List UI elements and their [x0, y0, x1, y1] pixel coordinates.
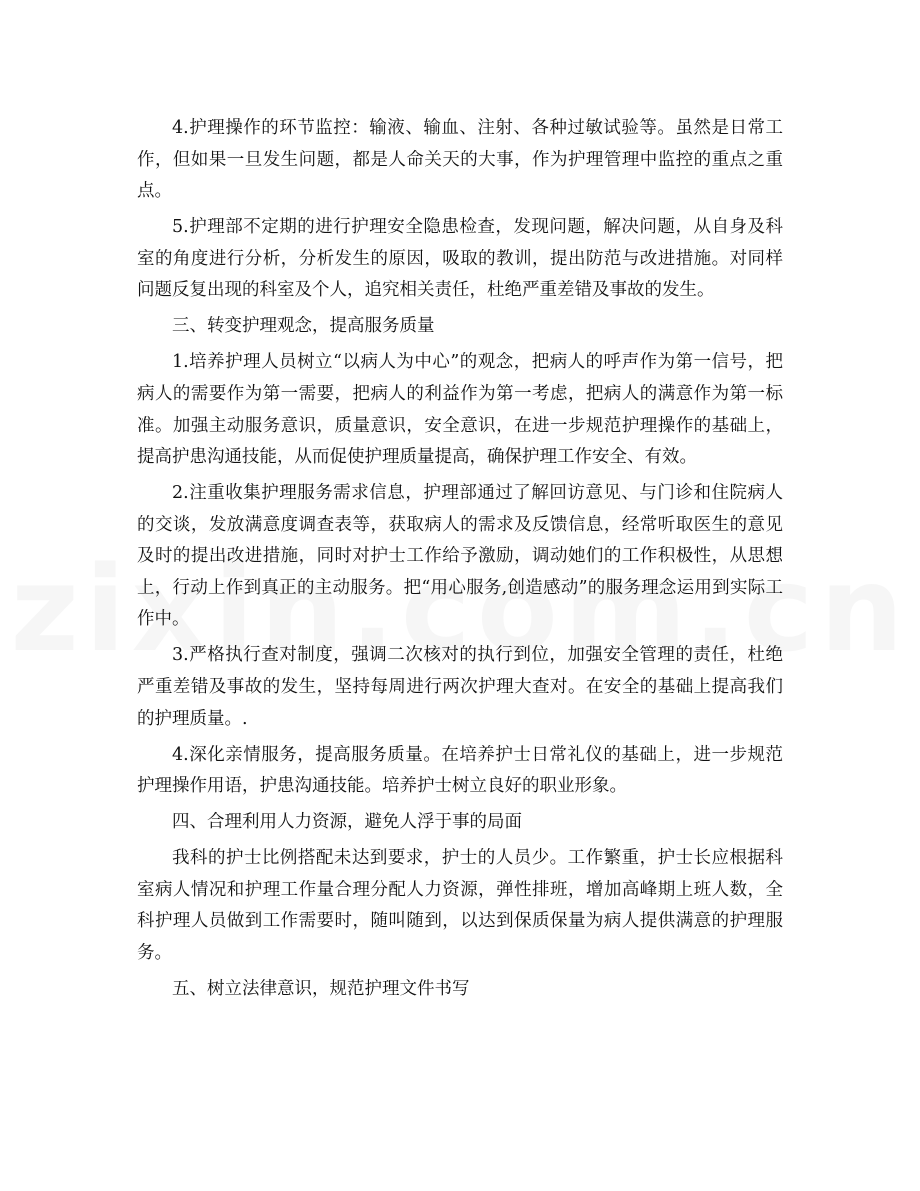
section-heading-service-quality: 三、转变护理观念，提高服务质量 [172, 316, 435, 337]
paragraph-care-service: 4.深化亲情服务，提高服务质量。在培养护士日常礼仪的基础上，进一步规范护理操作用语，护患沟通技能。培养护士树立良好的职业形象。 [137, 744, 783, 797]
paragraph-patient-centered: 1.培养护理人员树立“以病人为中心”的观念，把病人的呼声作为第一信号，把病人的需要作为第一需要，把病人的利益作为第一考虑，把病人的满意作为第一标准。加强主动服务意识，质量意识，安全意识，在进一步规范护理操作的基础上，提高护患沟通技能，从而促使护理质量提高，确保护理工作安全、有效。 [137, 352, 783, 468]
paragraph-monitoring-nursing-procedures: 4.护理操作的环节监控：输液、输血、注射、各种过敏试验等。虽然是日常工作，但如果一旦发生问题，都是人命关天的大事，作为护理管理中监控的重点之重点。 [137, 118, 783, 202]
paragraph-service-feedback: 2.注重收集护理服务需求信息，护理部通过了解回访意见、与门诊和住院病人的交谈，发放满意度调查表等，获取病人的需求及反馈信息，经常听取医生的意见及时的提出改进措施，同时对护士工作给予激励，调动她们的工作积极性，从思想上，行动上作到真正的主动服务。把“用心服务,创造感动”的服务理念运用到实际工作中。 [137, 483, 784, 630]
section-heading-human-resources: 四、合理利用人力资源，避免人浮于事的局面 [172, 812, 522, 833]
section-heading-legal-awareness: 五、树立法律意识，规范护理文件书写 [172, 978, 470, 999]
document-body [137, 113, 783, 1010]
paragraph-verification-system: 3.严格执行查对制度，强调二次核对的执行到位，加强安全管理的责任，杜绝严重差错及事故的发生，坚持每周进行两次护理大查对。在安全的基础上提高我们的护理质量。. [137, 645, 783, 729]
paragraph-safety-inspection: 5.护理部不定期的进行护理安全隐患检查，发现问题，解决问题，从自身及科室的角度进行分析，分析发生的原因，吸取的教训，提出防范与改进措施。对同样问题反复出现的科室及个人，追究相关责任，杜绝严重差错及事故的发生。 [137, 217, 783, 301]
paragraph-staffing: 我科的护士比例搭配未达到要求，护士的人员少。工作繁重，护士长应根据科室病人情况和护理工作量合理分配人力资源，弹性排班，增加高峰期上班人数，全科护理人员做到工作需要时，随叫随到，以达到保质保量为病人提供满意的护理服务。 [137, 848, 783, 963]
